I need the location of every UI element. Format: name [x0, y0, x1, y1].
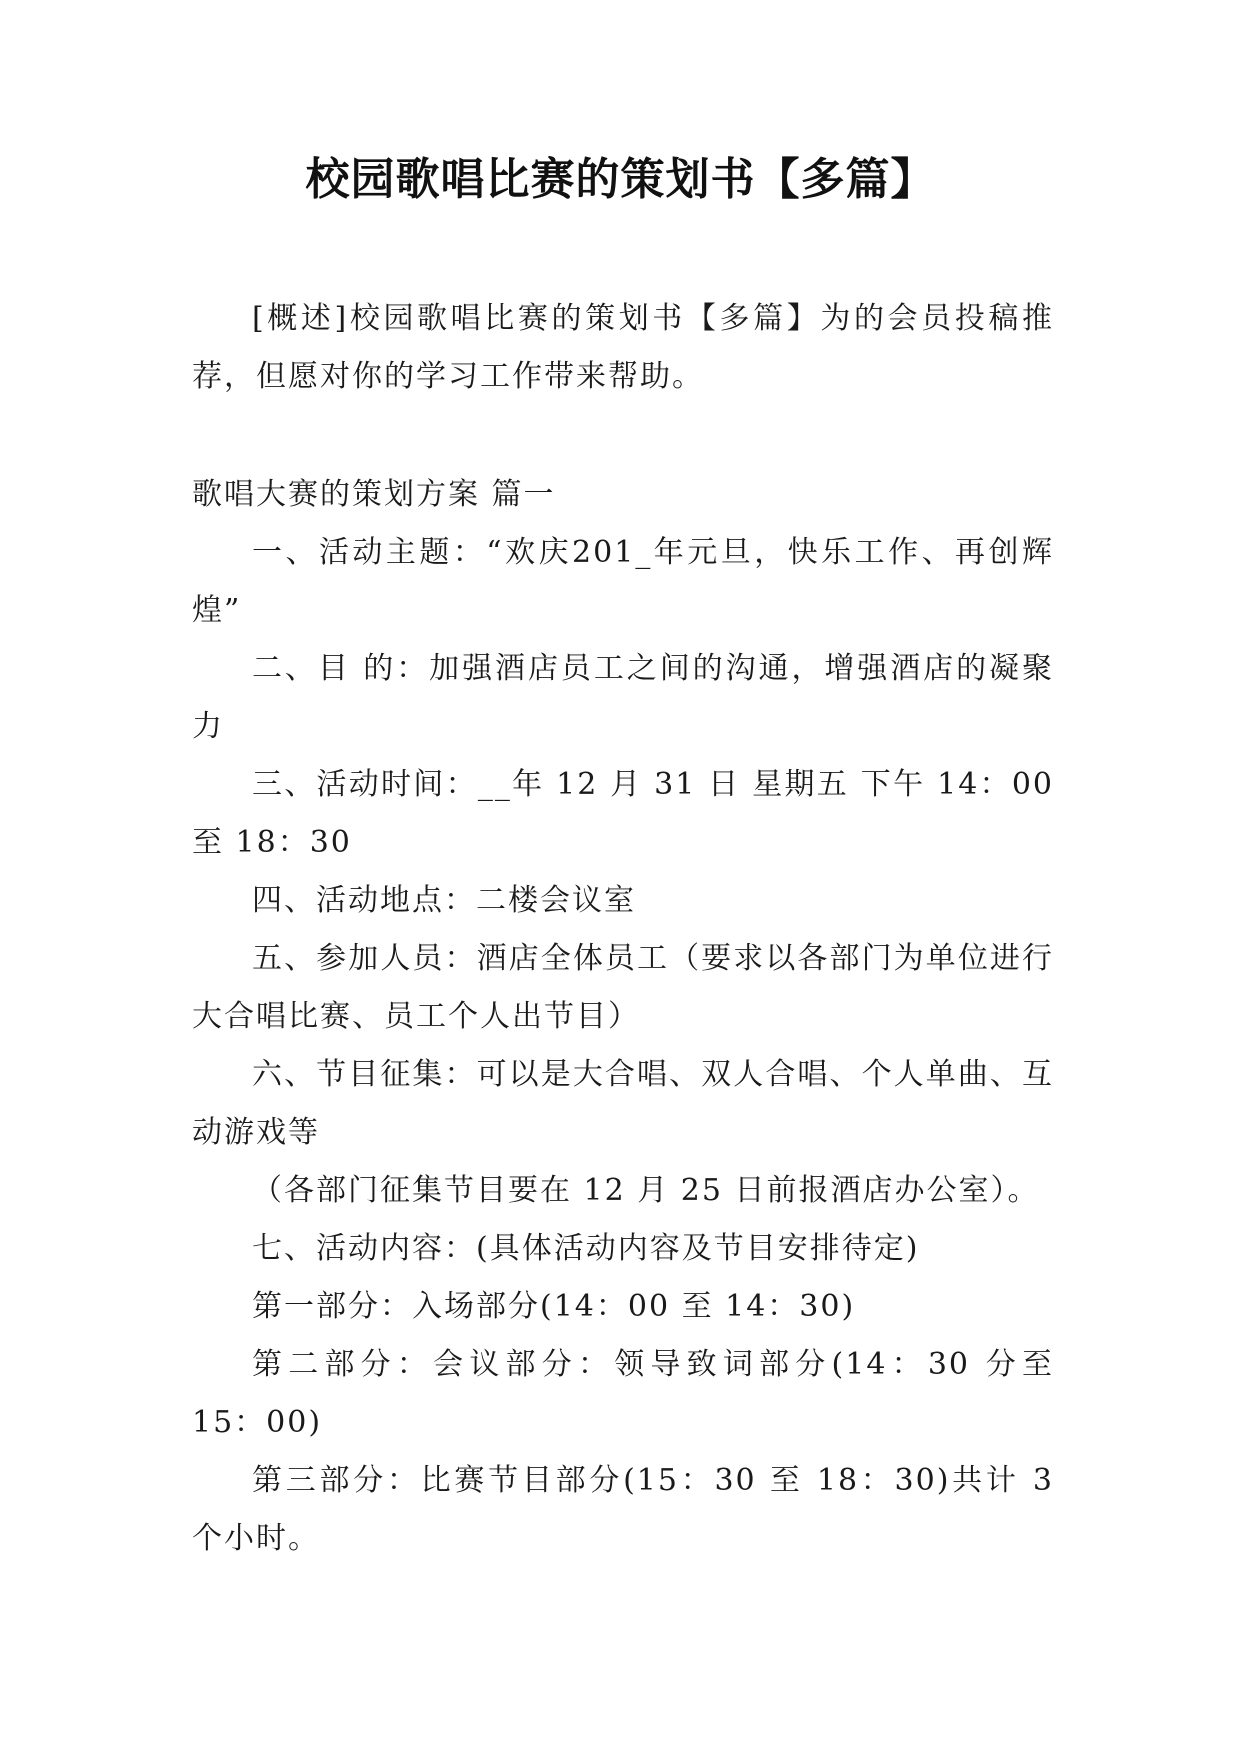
item-part-two: 第二部分：会议部分：领导致词部分(14：30 分至 15：00) — [192, 1347, 1054, 1440]
item-participants: 五、参加人员：酒店全体员工（要求以各部门为单位进行大合唱比赛、员工个人出节目） — [192, 941, 1054, 1034]
item-part-one: 第一部分：入场部分(14：00 至 14：30) — [252, 1289, 856, 1324]
item-theme: 一、活动主题：“欢庆201_年元旦，快乐工作、再创辉煌” — [192, 535, 1054, 628]
item-program-collection: 六、节目征集：可以是大合唱、双人合唱、个人单曲、互动游戏等 — [192, 1057, 1054, 1150]
item-time: 三、活动时间：__年 12 月 31 日 星期五 下午 14：00 至 18：30 — [192, 767, 1054, 860]
summary-paragraph: [概述]校园歌唱比赛的策划书【多篇】为的会员投稿推荐，但愿对你的学习工作带来帮助。 — [192, 301, 1054, 394]
paragraph-spacer — [192, 406, 1054, 466]
section-heading: 歌唱大赛的策划方案 篇一 — [192, 477, 556, 512]
document-title: 校园歌唱比赛的策划书【多篇】 — [305, 154, 936, 205]
item-program-deadline: （各部门征集节目要在 12 月 25 日前报酒店办公室）。 — [252, 1173, 1040, 1208]
item-part-three: 第三部分：比赛节目部分(15：30 至 18：30)共计 3 个小时。 — [192, 1463, 1054, 1556]
item-purpose: 二、目 的：加强酒店员工之间的沟通，增强酒店的凝聚力 — [192, 651, 1054, 744]
item-location: 四、活动地点：二楼会议室 — [252, 883, 636, 918]
item-content: 七、活动内容：(具体活动内容及节目安排待定) — [252, 1231, 920, 1266]
document-body — [192, 290, 1054, 1568]
